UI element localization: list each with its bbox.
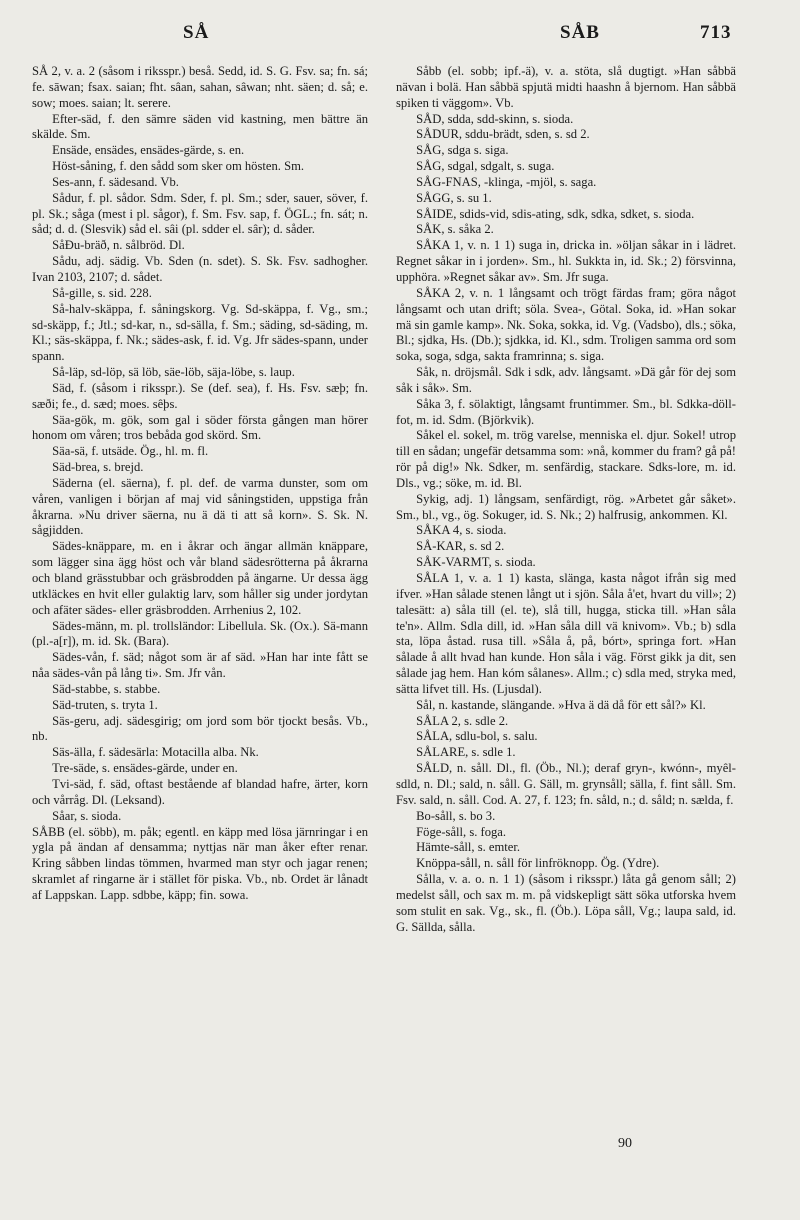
dictionary-entry: SÅK-VARMT, s. sioda. xyxy=(416,555,536,570)
dictionary-entry: SÅ-KAR, s. sd 2. xyxy=(416,539,505,554)
dictionary-entry: Föge-såll, s. foga. xyxy=(416,824,507,839)
dictionary-entry: Sådur, f. pl. sådor. Sdm. Sder, f. pl. Sm.; sder, sauer, söver, f. pl. Sk.; såga (mest i pl. sågor), f. Sm. Fsv. sap, f. ÖGL.; fn. sát; n. såd; d. d. (Slesvik) såd el. sâi (pl. sdder el. sâr); d. såder. xyxy=(32,190,368,237)
dictionary-entry: SÅG, sdga s. siga. xyxy=(416,143,509,158)
dictionary-entry: Bo-såll, s. bo 3. xyxy=(416,808,496,823)
dictionary-entry: Efter-säd, f. den sämre säden vid kastning, men bättre än skälde. Sm. xyxy=(32,111,368,142)
dictionary-entry: Så-gille, s. sid. 228. xyxy=(52,285,152,300)
dictionary-entry: Sålla, v. a. o. n. 1 1) (såsom i riksspr.) låta gå genom såll; 2) medelst såll, och sax m. m. på vidskepligt sätt söka utforska hvem som stulit en sak. Vg., sk., fl. (Öb.). Löpa såll, Vg.; laupa sald, id. G. Sällda, sålla. xyxy=(396,872,736,934)
right-column xyxy=(396,64,736,935)
dictionary-entry: SÅLD, n. såll. Dl., fl. (Öb., Nl.); deraf gryn-, kwónn-, myêl-sdld, n. Dl.; sald, n. såll. G. Säll, m. grynsåll; sälla, f. fint såll. Sm. Fsv. sald, n. såll. Cod. A. 27, f. 123; fn. såld, n.; d. såld; n. sælda, f. xyxy=(396,761,736,807)
dictionary-entry: Ensäde, ensädes, ensädes-gärde, s. en. xyxy=(52,143,245,158)
dictionary-entry: Höst-såning, f. den sådd som sker om hösten. Sm. xyxy=(52,159,305,174)
dictionary-entry: Säd-brea, s. brejd. xyxy=(52,460,144,475)
dictionary-entry: SÅKA 1, v. n. 1 1) suga in, dricka in. »öljan såkar in i lädret. Regnet såkar in i jorden». Sm., hl. Sukkta in, id. Sk.; 2) försvinna, upphöra. »Regnet såkar av». Sm. Jfr suga. xyxy=(396,238,736,284)
dictionary-entry: Säs-geru, adj. sädesgirig; om jord som bör tjockt besås. Vb., nb. xyxy=(32,713,368,744)
signature-number: 90 xyxy=(618,1136,632,1151)
dictionary-entry: Sädes-knäppare, m. en i åkrar och ängar allmän knäppare, som lägger sina ägg höst och vår bland sädesrötterna på åkrarna och bland grässtubbar och gräsbrodden på ängarne. Ur dessa ägg utkläckes en hvit eller gulaktig larv, som håller sig under jordytan och afäter sädes- eller gräsbrodden. Arrhenius 2, 102. xyxy=(32,539,368,617)
dictionary-entry: SÅG-FNAS, -klinga, -mjöl, s. saga. xyxy=(416,174,597,189)
dictionary-entry: SÅLA 2, s. sdle 2. xyxy=(416,713,509,728)
dictionary-entry: Tre-säde, s. ensädes-gärde, under en. xyxy=(52,761,238,776)
dictionary-entry: Sädes-vån, f. säd; något som är af säd. »Han har inte fått se nåa sädes-vån på lång ti». Sm. Jfr vån. xyxy=(32,650,368,681)
dictionary-entry: Så-halv-skäppa, f. såningskorg. Vg. Sd-skäppa, f. Vg., sm.; sd-skäpp, f.; Jtl.; sd-kar, n., sd-sälla, f. Sm.; säding, sd-säding, m. Kl.; säs-skäppa, f. Nk.; sädes-ask, f. id. Vg. Jfr sädes-spann, under spann. xyxy=(32,301,368,364)
dictionary-entry: Såkel el. sokel, m. trög varelse, menniska el. djur. Sokel! utrop till en sådan; ungefär detsamma som: »nå, kommer du fram? gå på! rör på dig!» Nk. Sdker, m. senfärdig, stackare. Sdks-lore, m. id. Dls., vg.; söke, m. id. Bl. xyxy=(396,428,736,490)
dictionary-entry: Sådu, adj. sädig. Vb. Sden (n. sdet). S. Sk. Fsv. sadhogher. Ivan 2103, 2107; d. sådet. xyxy=(32,254,368,284)
dictionary-entry: SÅIDE, sdids-vid, sdis-ating, sdk, sdka, sdket, s. sioda. xyxy=(416,206,695,221)
dictionary-entry: SÅKA 4, s. sioda. xyxy=(416,523,507,538)
dictionary-entry: SÅG, sdgal, sdgalt, s. suga. xyxy=(416,159,555,174)
dictionary-entry: SÅD, sdda, sdd-skinn, s. sioda. xyxy=(416,111,574,126)
running-head-center: SÅB xyxy=(560,22,600,43)
dictionary-entry: SÅDUR, sddu-brädt, sden, s. sd 2. xyxy=(416,127,590,142)
dictionary-entry: SÅLA 1, v. a. 1 1) kasta, slänga, kasta något ifrån sig med ifver. »Han sålade stenen långt ut i sjön. Såla å'et, hvart du vill»; 2) talesätt: a) såla till (el. te), slå till, hugga, sticka till. »Han såla te'n». Allm. Sdla dill, id. »Han såla dill vä knivom». Vb.; b) sdla sta, löpa åstad. rusa till. »Såla å, på, bórt», springa fort. »Han sålade å allt hvad han kunde. Hon såla i väg. Först gikk ja dit, sen sålade jag hem. Han kóm sålanes». Allm.; c) sdla med, stryka med, sätta lifvet till. Hs. (Ljusdal). xyxy=(396,571,736,696)
page-number: 713 xyxy=(700,22,732,43)
dictionary-entry: SÅKA 2, v. n. 1 långsamt och trögt färdas fram; göra något långsamt och utan drift; söla. Svea-, Götal. Soka, id. »Han sokar mä sin gamle kamp». Nk. Soka, sokka, id. Vg. (Vadsbo), dls.; söka, Bl.; sjdka, Hs. (Db.); sjdkka, id. Kl., sdm. Troligen samma ord som soka, soga, sdga, sakta framrinna; s. siga. xyxy=(396,285,736,364)
dictionary-entry: SÅBB (el. söbb), m. påk; egentl. en käpp med lösa järnringar i en ygla på ändan af densamma; nyttjas när man åker efter renar. Kring såbben lindas tömmen, hvarmed man styr och jagar renen; skramlet af ringarne är i stället för piska. Vb., nb. Ordet är lånadt af Lappskan. Lapp. sdbbe, käpp; fin. sowa. xyxy=(32,824,368,902)
dictionary-entry: SåÐu-bräð, n. sålbröd. Dl. xyxy=(52,238,185,253)
dictionary-entry: Säs-älla, f. sädesärla: Motacilla alba. Nk. xyxy=(52,745,259,760)
dictionary-entry: SÅK, s. såka 2. xyxy=(416,222,494,237)
left-column xyxy=(32,64,368,904)
dictionary-entry: Säa-gök, m. gök, som gal i söder första gången man hörer honom om våren; tros bebåda god skörd. Sm. xyxy=(32,412,368,443)
dictionary-entry: Säderna (el. säerna), f. pl. def. de varma dunster, som om våren, vanligen i början af maj vid såningstiden, uppstiga från åkrarna. »Nu driver säerna, nu ä dä ti att så korn». S. Sk. N. sågjidden. xyxy=(32,475,368,538)
dictionary-entry: SÅLARE, s. sdle 1. xyxy=(416,745,516,760)
dictionary-entry: Sädes-männ, m. pl. trollsländor: Libellula. Sk. (Ox.). Sä-mann (pl.-a[r]), m. id. Sk. (Bara). xyxy=(32,618,368,649)
dictionary-entry: Såk, n. dröjsmål. Sdk i sdk, adv. långsamt. »Dä går för dej som såk i såk». Sm. xyxy=(396,365,736,395)
dictionary-entry: Säd-truten, s. tryta 1. xyxy=(52,697,158,712)
dictionary-entry: Tvi-säd, f. säd, oftast bestående af blandad hafre, ärter, korn och vårråg. Dl. (Leksand). xyxy=(32,776,368,807)
dictionary-entry: Hämte-såll, s. emter. xyxy=(416,840,521,855)
dictionary-entry: Så-läp, sd-löp, sä löb, säe-löb, säja-löbe, s. laup. xyxy=(52,365,295,380)
running-head-left: SÅ xyxy=(183,22,210,43)
dictionary-entry: SÅLA, sdlu-bol, s. salu. xyxy=(416,729,538,744)
dictionary-entry: Såka 3, f. sölaktigt, långsamt fruntimmer. Sm., bl. Sdkka-döll-fot, m. id. Sdm. (Björkvik). xyxy=(396,396,736,427)
dictionary-entry: Säa-sä, f. utsäde. Ög., hl. m. fl. xyxy=(52,444,209,459)
dictionary-entry: Knöppa-såll, n. såll för linfröknopp. Ög. (Ydre). xyxy=(416,856,660,871)
dictionary-entry: SÅ 2, v. a. 2 (såsom i riksspr.) beså. Sedd, id. S. G. Fsv. sa; fn. sá; fe. sāwan; fsax. saian; fht. sâan, sahan, sâwan; nht. säen; d. så; e. sow; moes. saian; lt. serere. xyxy=(32,64,368,110)
dictionary-entry: Säd-stabbe, s. stabbe. xyxy=(52,681,161,696)
dictionary-entry: SÅGG, s. su 1. xyxy=(416,190,492,205)
dictionary-entry: Ses-ann, f. sädesand. Vb. xyxy=(52,174,179,189)
dictionary-entry: Säd, f. (såsom i riksspr.). Se (def. sea), f. Hs. Fsv. sæþ; fn. sæði; fe., d. sæd; moes. sêþs. xyxy=(32,380,368,411)
dictionary-entry: Sål, n. kastande, slängande. »Hva ä dä då för ett sål?» Kl. xyxy=(416,697,706,712)
dictionary-entry: Såbb (el. sobb; ipf.-ä), v. a. stöta, slå dugtigt. »Han såbbä nävan i bolä. Han såbbä spjutä midti haashn å bjernom. Han såbbä spiken ti väggom». Vb. xyxy=(396,64,736,110)
dictionary-entry: Sykig, adj. 1) långsam, senfärdigt, rög. »Arbetet går såket». Sm., bl., vg., ög. Sokuger, id. S. Nk.; 2) halfrusig, ankommen. Kl. xyxy=(396,491,736,522)
dictionary-entry: Såar, s. sioda. xyxy=(52,808,122,823)
